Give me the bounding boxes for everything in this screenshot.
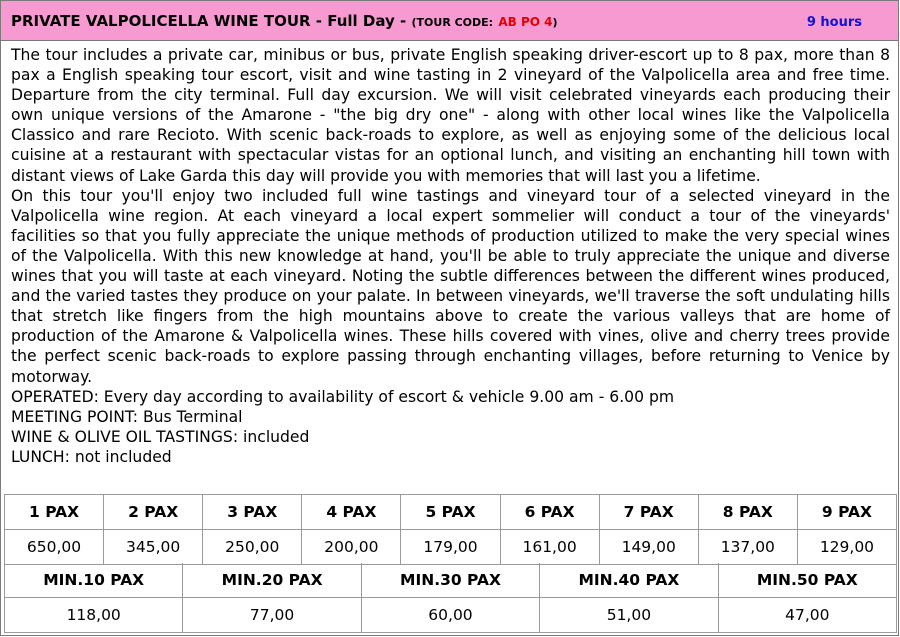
price-header: MIN.50 PAX [719,563,897,598]
lunch-info: LUNCH: not included [11,447,172,466]
price-value: 47,00 [719,598,897,633]
tour-code-value: AB PO 4 [498,15,553,29]
price-value: 650,00 [5,530,104,565]
price-value: 161,00 [501,530,600,565]
price-header: 3 PAX [203,495,302,530]
description-paragraph-1: The tour includes a private car, minibus or bus, private English speaking driver-escort up to 8 pax, more than 8 pax a English speaking tour escort, visit and wine tasting in 2 vineyard of the Valpolicella area and free time. Departure from the city terminal. Full day excursion. We will visit celebrated vineyards each producing their own unique versions of the Amarone - "the big dry one" - along with other local wines like the Valpolicella Classico and rare Recioto. With scenic back-roads to explore, as well as enjoying some of the delicious local cuisine at a restaurant with spectacular vistas for an optional lunch, and visiting an enchanting hill town with distant views of Lake Garda this day will provide you with memories that will last you a lifetime. [11,46,890,185]
tour-title [11,12,558,30]
price-value: 77,00 [183,598,361,633]
price-header: 5 PAX [401,495,500,530]
price-value: 118,00 [5,598,183,633]
price-value: 345,00 [104,530,203,565]
operated-info: OPERATED: Every day according to availability of escort & vehicle 9.00 am - 6.00 pm [11,387,675,406]
price-header: MIN.10 PAX [5,563,183,598]
price-value: 51,00 [540,598,718,633]
price-value: 200,00 [302,530,401,565]
price-header: 4 PAX [302,495,401,530]
tastings-info: WINE & OLIVE OIL TASTINGS: included [11,427,310,446]
tour-header [1,1,898,41]
meeting-point-info: MEETING POINT: Bus Terminal [11,407,243,426]
price-value: 60,00 [362,598,540,633]
price-header: MIN.40 PAX [540,563,718,598]
price-header: 7 PAX [600,495,699,530]
price-header: 2 PAX [104,495,203,530]
tour-title-text: PRIVATE VALPOLICELLA WINE TOUR - Full Day - [11,12,407,30]
tour-description [11,45,890,467]
price-header: 6 PAX [501,495,600,530]
description-paragraph-2: On this tour you'll enjoy two included full wine tastings and vineyard tour of a selected vineyard in the Valpolicella wine region. At each vineyard a local expert sommelier will conduct a tour of the vineyards' facilities so that you fully appreciate the unique methods of production utilized to make the very special wines of the Valpolicella. With this new knowledge at hand, you'll be able to truly appreciate the unique and diverse wines that you will taste at each vineyard. Noting the subtle differences between the different wines produced, and the varied tastes they produce on your palate. In between vineyards, we'll traverse the soft undulating hills that stretch like fingers from the high mountains above to create the various valleys that are home of production of the Amarone & Valpolicella wines. These hills covered with vines, olive and cherry trees provide the perfect scenic back-roads to explore passing through enchanting villages, before returning to Venice by motorway. [11,186,890,386]
tour-code-label: (TOUR CODE: [411,16,494,29]
price-value: 149,00 [600,530,699,565]
price-table-small-groups [4,494,897,564]
price-header: MIN.30 PAX [362,563,540,598]
price-table-large-groups [4,563,897,633]
tour-code-close: ) [552,16,558,29]
tour-duration: 9 hours [806,15,862,30]
price-value: 250,00 [203,530,302,565]
price-header: 8 PAX [699,495,798,530]
price-header: 9 PAX [798,495,897,530]
price-value: 179,00 [401,530,500,565]
price-header: 1 PAX [5,495,104,530]
price-header: MIN.20 PAX [183,563,361,598]
price-value: 137,00 [699,530,798,565]
price-value: 129,00 [798,530,897,565]
